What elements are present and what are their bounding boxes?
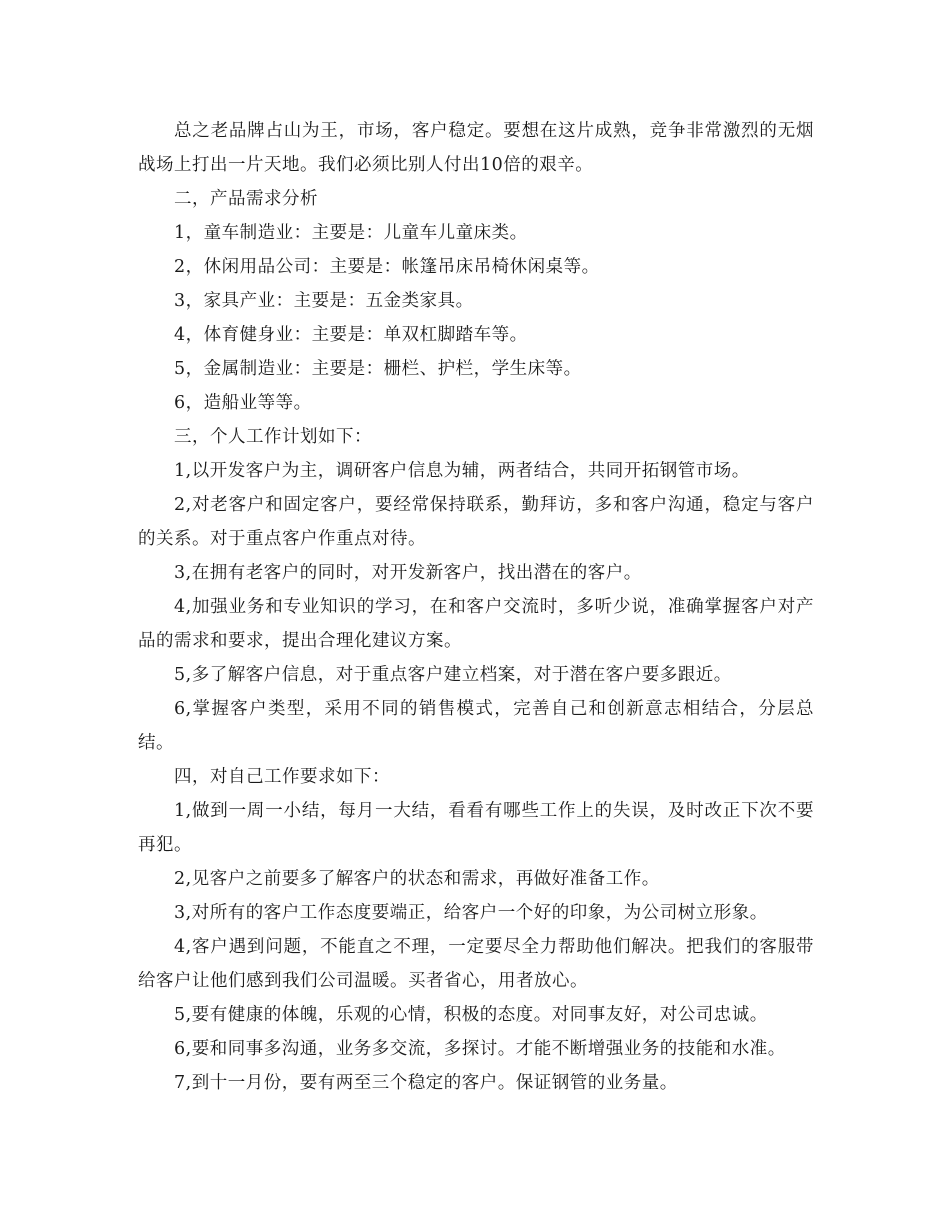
paragraph-intro: 总之老品牌占山为王，市场，客户稳定。要想在这片成熟，竞争非常激烈的无烟战场上打出一片天地。我们必须比别人付出10倍的艰辛。 [138,121,814,175]
heading-product-demand: 二，产品需求分析 [174,189,318,209]
list-item: 1，童车制造业：主要是：儿童车儿童床类。 [174,223,528,243]
list-item: 5,要有健康的体魄，乐观的心情，积极的态度。对同事友好，对公司忠诚。 [174,1005,768,1025]
list-item: 7,到十一月份，要有两至三个稳定的客户。保证钢管的业务量。 [174,1073,678,1093]
list-item: 5，金属制造业：主要是：栅栏、护栏，学生床等。 [174,359,582,379]
list-item: 6,掌握客户类型，采用不同的销售模式，完善自己和创新意志相结合，分层总结。 [138,699,814,753]
list-item: 5,多了解客户信息，对于重点客户建立档案，对于潜在客户要多跟近。 [174,665,732,685]
list-item: 4,客户遇到问题，不能直之不理，一定要尽全力帮助他们解决。把我们的客服带给客户让他们感到我们公司温暖。买者省心，用者放心。 [138,937,814,991]
list-item: 2,对老客户和固定客户，要经常保持联系，勤拜访，多和客户沟通，稳定与客户的关系。对于重点客户作重点对待。 [138,495,814,549]
list-item: 4,加强业务和专业知识的学习，在和客户交流时，多听少说，准确掌握客户对产品的需求和要求，提出合理化建议方案。 [138,597,814,651]
heading-self-requirements: 四，对自己工作要求如下： [174,767,390,787]
heading-work-plan: 三，个人工作计划如下： [174,427,372,447]
list-item: 2，休闲用品公司：主要是：帐篷吊床吊椅休闲桌等。 [174,257,600,277]
document-body [138,114,814,1100]
list-item: 6,要和同事多沟通，业务多交流，多探讨。才能不断增强业务的技能和水准。 [174,1039,786,1059]
list-item: 1,做到一周一小结，每月一大结，看看有哪些工作上的失误，及时改正下次不要再犯。 [138,801,814,855]
list-item: 2,见客户之前要多了解客户的状态和需求，再做好准备工作。 [174,869,660,889]
list-item: 1,以开发客户为主，调研客户信息为辅，两者结合，共同开拓钢管市场。 [174,461,750,481]
list-item: 3,对所有的客户工作态度要端正，给客户一个好的印象，为公司树立形象。 [174,903,768,923]
list-item: 6，造船业等等。 [174,393,312,413]
list-item: 3，家具产业：主要是：五金类家具。 [174,291,474,311]
list-item: 4，体育健身业：主要是：单双杠脚踏车等。 [174,325,528,345]
list-item: 3,在拥有老客户的同时，对开发新客户，找出潜在的客户。 [174,563,642,583]
